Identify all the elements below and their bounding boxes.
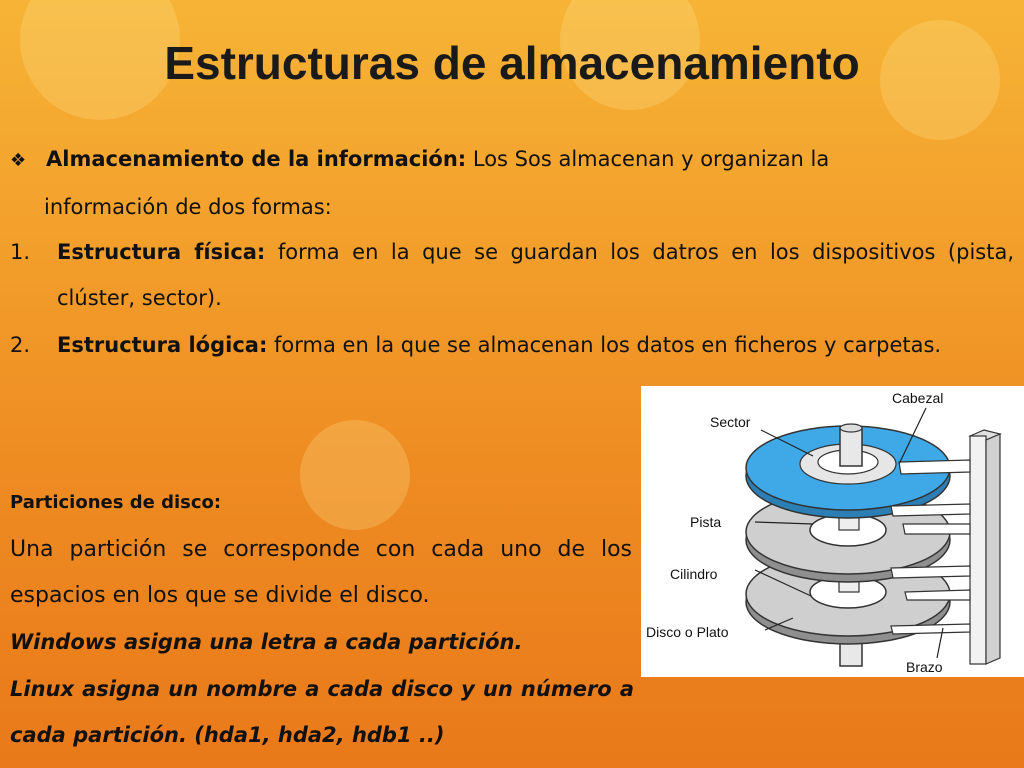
list-number: 1.	[10, 240, 31, 264]
label-sector: Sector	[710, 414, 751, 430]
disk-diagram	[641, 386, 1024, 677]
spindle-cap	[840, 424, 862, 432]
label-pista: Pista	[690, 514, 722, 530]
linux-note: Linux asigna un nombre a cada disco y un número a cada partición. (hda1, hda2, hdb1 ..)	[10, 677, 634, 747]
arm-pillar	[970, 430, 1000, 664]
partitions-title: Particiones de disco:	[10, 492, 222, 513]
list-bold: Estructura física:	[57, 240, 266, 264]
label-brazo: Brazo	[906, 659, 943, 675]
label-cabezal: Cabezal	[892, 390, 944, 406]
list-text	[57, 322, 1014, 368]
list-item-physical	[10, 229, 1014, 321]
windows-note: Windows asigna una letra a cada partición.	[10, 630, 523, 654]
slide-title: Estructuras de almacenamiento	[164, 37, 860, 89]
intro-continuation: información de dos formas:	[44, 195, 332, 219]
intro-paragraph	[10, 136, 1014, 230]
list-body: forma en la que se almacenan los datos en ficheros y carpetas.	[267, 333, 942, 357]
disk-diagram-svg	[641, 386, 1024, 677]
list-number: 2.	[10, 333, 31, 357]
list-bold: Estructura lógica:	[57, 333, 268, 357]
intro-text: Los Sos almacenan y organizan la	[466, 147, 830, 171]
intro-bold: Almacenamiento de la información:	[46, 147, 467, 171]
label-cilindro: Cilindro	[670, 566, 718, 582]
label-disco: Disco o Plato	[646, 624, 729, 640]
background-flower	[300, 420, 410, 530]
list-body: forma en la que se guardan los datros en los dispositivos (pista, clúster, sector).	[57, 240, 1014, 310]
list-item-logical	[10, 322, 1014, 368]
partitions-description: Una partición se corresponde con cada uno de los espacios en los que se divide el disco.	[10, 537, 632, 608]
diamond-bullet-icon: ❖	[10, 150, 27, 171]
list-text	[57, 229, 1014, 321]
spindle-top	[840, 428, 862, 466]
